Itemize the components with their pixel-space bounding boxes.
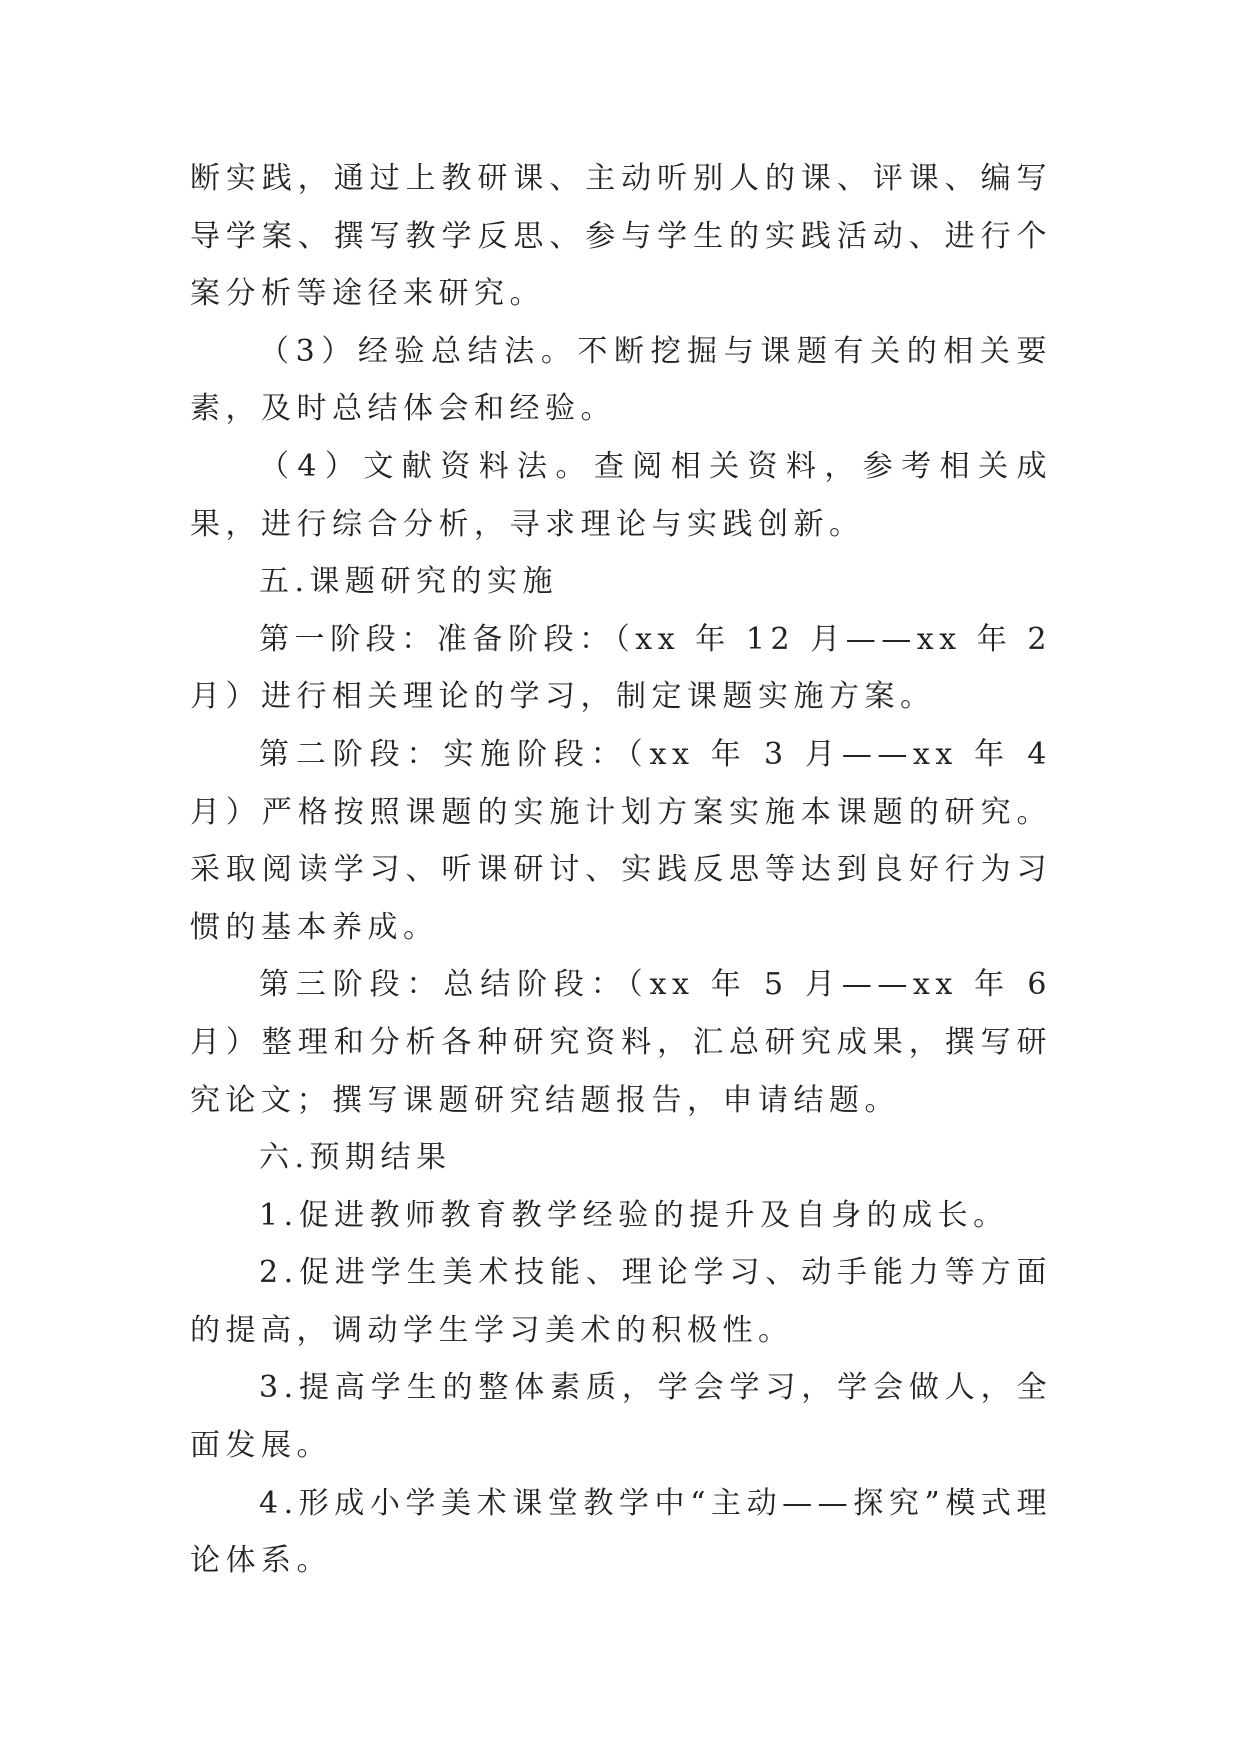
result-item-4: 4.形成小学美术课堂教学中“主动——探究”模式理论体系。 xyxy=(190,1485,1052,1579)
section-heading-implementation: 五.课题研究的实施 xyxy=(259,564,559,600)
paragraph-experience-summary-method: （3）经验总结法。不断挖掘与课题有关的相关要素，及时总结体会和经验。 xyxy=(190,333,1052,427)
result-item-2: 2.促进学生美术技能、理论学习、动手能力等方面的提高，调动学生学习美术的积极性。 xyxy=(190,1255,1052,1348)
paragraph-literature-method: （4）文献资料法。查阅相关资料，参考相关成果，进行综合分析，寻求理论与实践创新。 xyxy=(190,448,1052,542)
section-heading-expected-results: 六.预期结果 xyxy=(259,1140,452,1176)
result-item-3: 3.提高学生的整体素质，学会学习，学会做人，全面发展。 xyxy=(190,1370,1052,1464)
result-item-1: 1.促进教师教育教学经验的提升及自身的成长。 xyxy=(259,1197,1009,1233)
paragraph-phase-three: 第三阶段：总结阶段：（xx 年 5 月——xx 年 6 月）整理和分析各种研究资料，汇总研究成果，撰写研究论文；撰写课题研究结题报告，申请结题。 xyxy=(190,967,1052,1118)
paragraph-phase-one: 第一阶段：准备阶段：（xx 年 12 月——xx 年 2 月）进行相关理论的学习，制定课题实施方案。 xyxy=(190,621,1052,715)
paragraph-phase-two: 第二阶段：实施阶段：（xx 年 3 月——xx 年 4 月）严格按照课题的实施计划方案实施本课题的研究。采取阅读学习、听课研讨、实践反思等达到良好行为习惯的基本养成。 xyxy=(190,736,1052,945)
document-page xyxy=(190,150,1052,1590)
paragraph-research-methods-continued: 断实践，通过上教研课、主动听别人的课、评课、编写导学案、撰写教学反思、参与学生的实践活动、进行个案分析等途径来研究。 xyxy=(190,161,1052,312)
